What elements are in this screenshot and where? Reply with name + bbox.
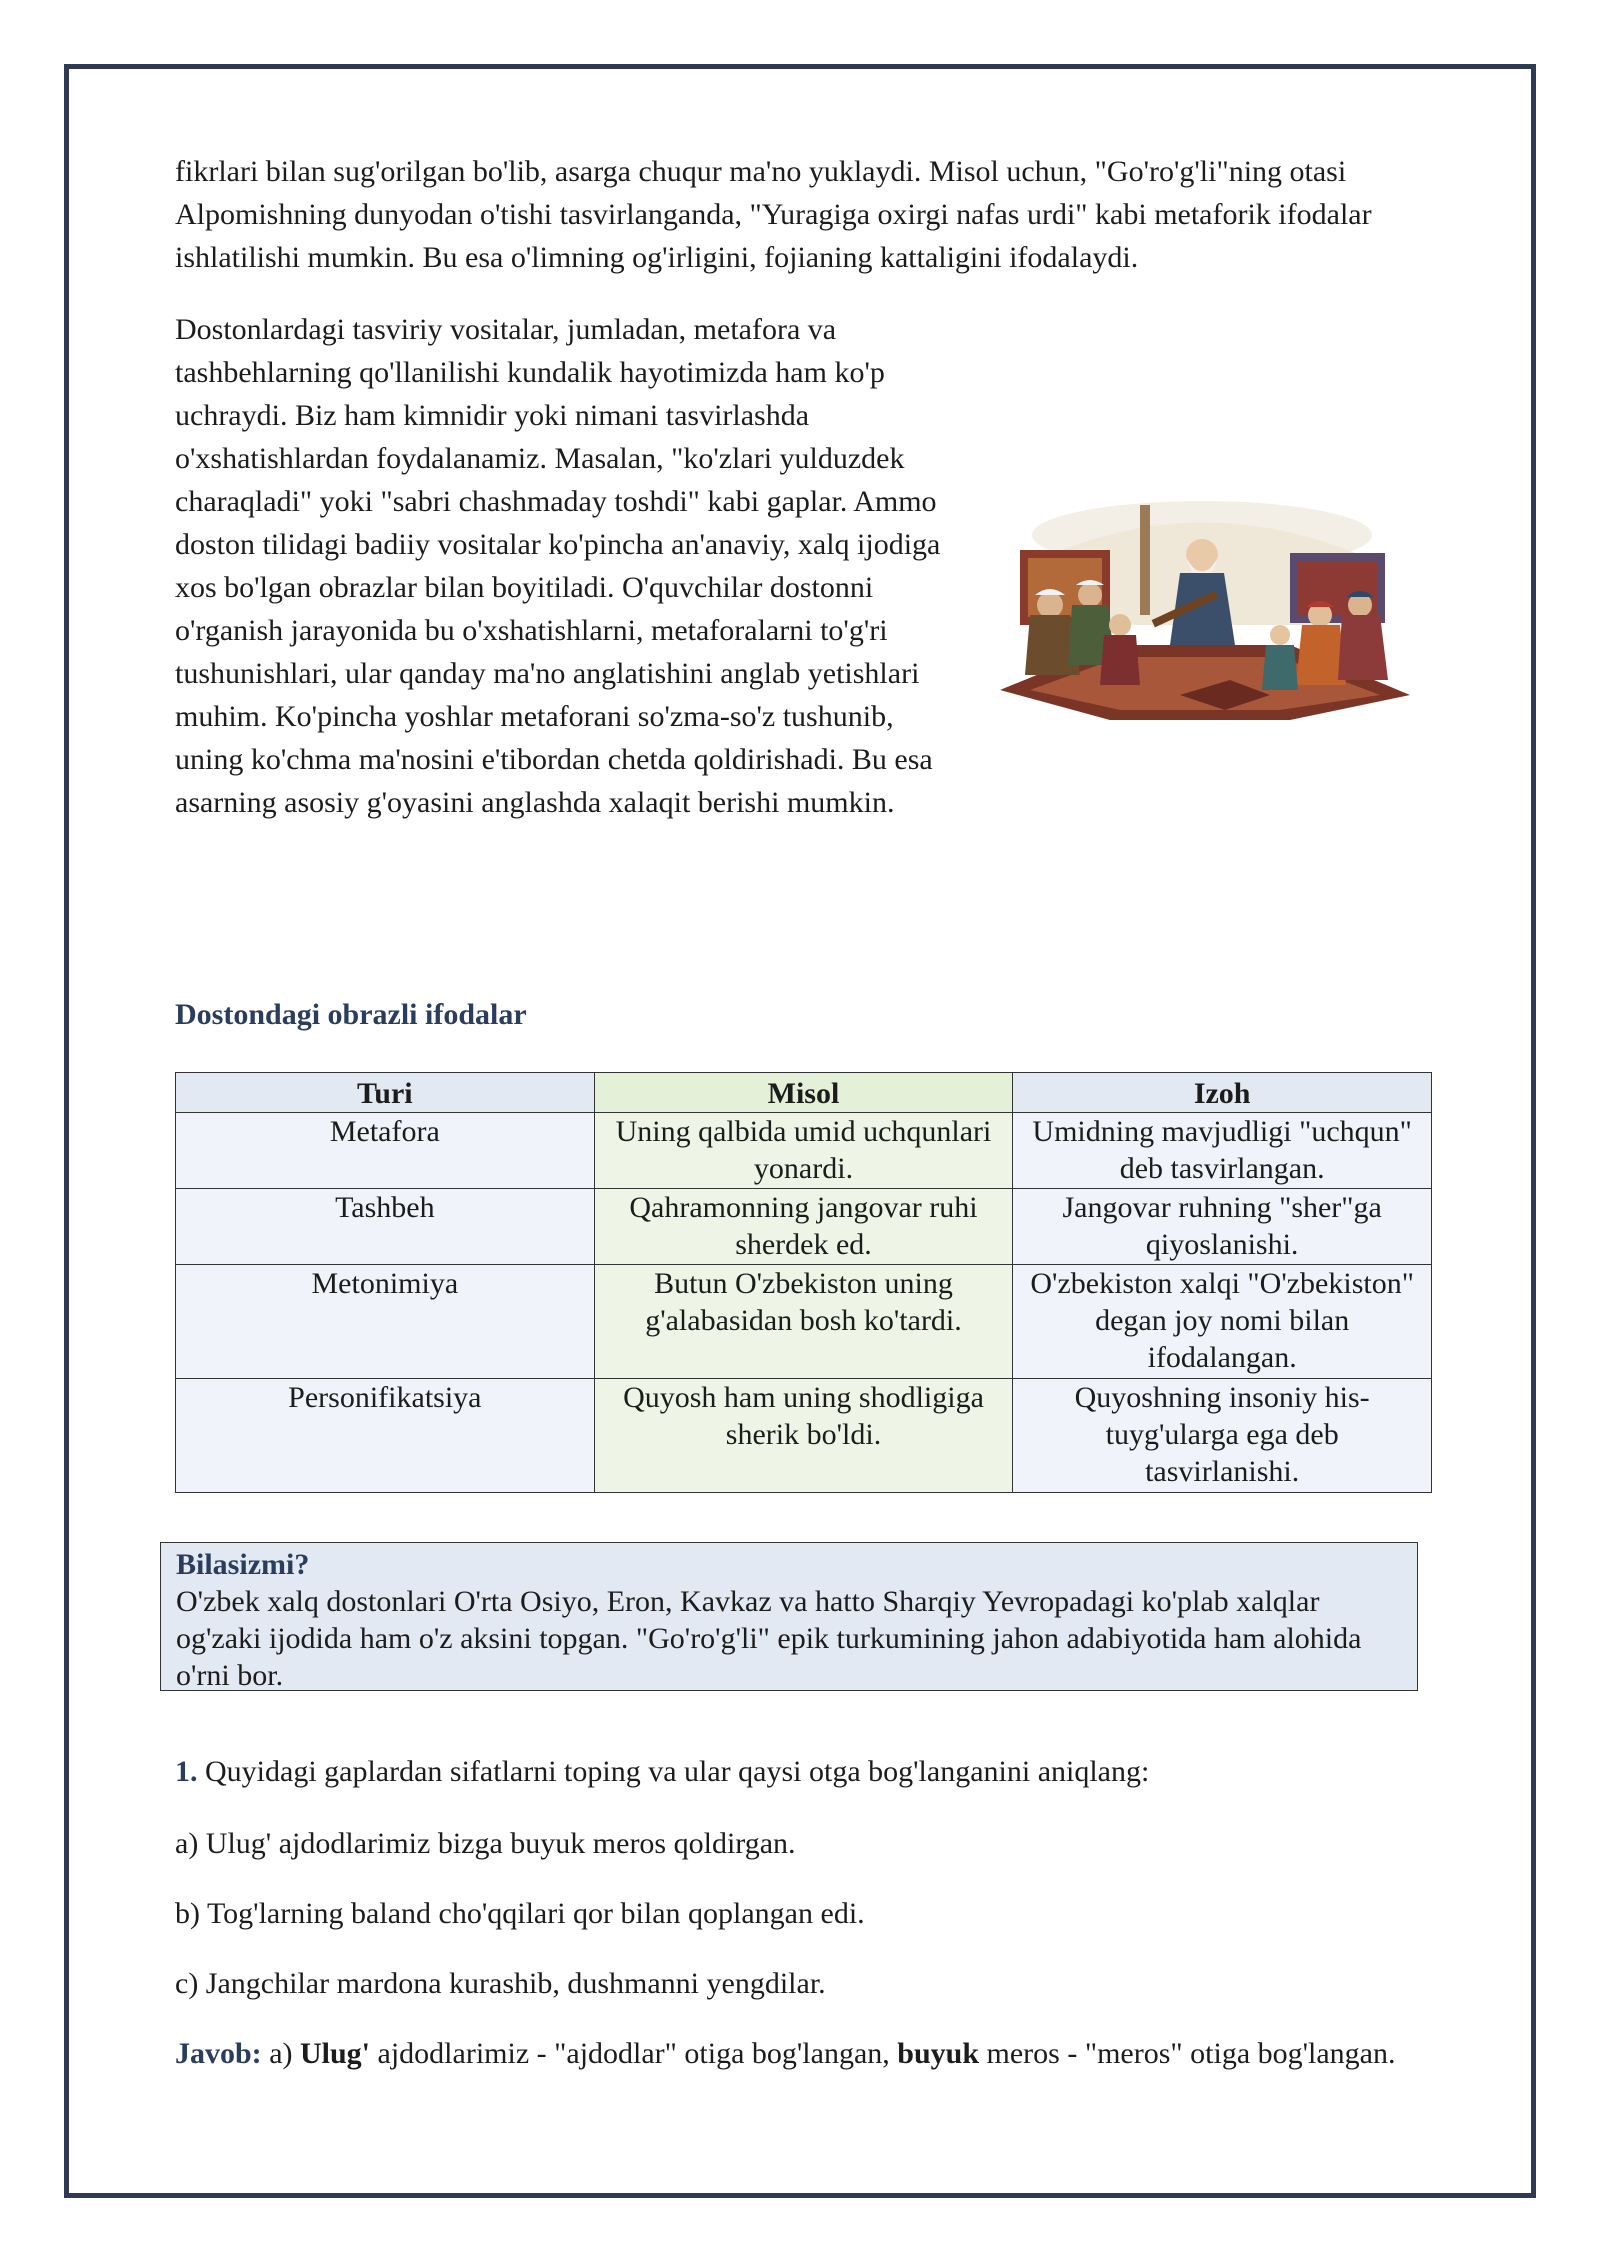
answer-text-1: ajdodlarimiz - "ajdodlar" otiga bog'langan, [377, 2037, 890, 2070]
section-heading: Dostondagi obrazli ifodalar [175, 998, 527, 1031]
table-cell: Jangovar ruhning "sher"ga qiyoslanishi. [1013, 1189, 1432, 1265]
table-cell: Metonimiya [176, 1265, 595, 1379]
table-row [176, 1265, 1432, 1379]
answer-prefix: a) [269, 2037, 293, 2070]
answer-text-2: meros - "meros" otiga bog'langan. [986, 2037, 1396, 2070]
table-row [176, 1379, 1432, 1493]
column-header-explanation: Izoh [1013, 1073, 1432, 1113]
table-cell: Butun O'zbekiston uning g'alabasidan bosh ko'tardi. [594, 1265, 1013, 1379]
exercise-item-b: b) Tog'larning baland cho'qqilari qor bilan qoplangan edi. [175, 1897, 865, 1930]
table-cell: Metafora [176, 1113, 595, 1189]
paragraph-figurative-means: Dostonlardagi tasviriy vositalar, jumladan, metafora va tashbehlarning qo'llanilishi kundalik hayotimizda ham ko'p uchraydi. Biz ham kimnidir yoki nimani tasvirlashda o'xshatishlardan foydalanamiz. Masalan, "ko'zlari yulduzdek charaqladi" yoki "sabri chashmaday toshdi" kabi gaplar. Ammo doston tilidagi badiiy vositalar ko'pincha an'anaviy, xalq ijodiga xos bo'lgan obrazlar bilan boyitiladi. O'quvchilar dostonni o'rganish jarayonida bu o'xshatishlarni, metaforalarni to'g'ri tushunishlari, ular qanday ma'no anglatishini anglab yetishlari muhim. Ko'pincha yoshlar metaforani so'zma-so'z tushunib, uning ko'chma ma'nosini e'tibordan chetda qoldirishadi. Bu esa asarning asosiy g'oyasini anglashda xalaqit berishi mumkin. [175, 313, 941, 819]
table-header-row [176, 1073, 1432, 1113]
table-cell: O'zbekiston xalqi "O'zbekiston" degan joy nomi bilan ifodalangan. [1013, 1265, 1432, 1379]
storyteller-yurt-illustration [990, 495, 1415, 725]
table-row [176, 1189, 1432, 1265]
paragraph-intro: fikrlari bilan sug'orilgan bo'lib, asarga chuqur ma'no yuklaydi. Misol uchun, "Go'ro'g'li"ning otasi Alpomishning dunyodan o'tishi tasvirlanganda, "Yuragiga oxirgi nafas urdi" kabi metaforik ifodalar ishlatilishi mumkin. Bu esa o'limning og'irligini, fojianing kattaligini ifodalaydi. [175, 155, 1372, 274]
answer-label: Javob: [175, 2037, 262, 2070]
did-you-know-box [160, 1542, 1418, 1691]
exercise-answer [175, 2032, 1435, 2075]
table-cell: Umidning mavjudligi "uchqun" deb tasvirlangan. [1013, 1113, 1432, 1189]
exercise-item-c: c) Jangchilar mardona kurashib, dushmanni yengdilar. [175, 1967, 826, 2000]
table-cell: Personifikatsiya [176, 1379, 595, 1493]
table-cell: Quyoshning insoniy his-tuyg'ularga ega deb tasvirlanishi. [1013, 1379, 1432, 1493]
exercise-question [175, 1750, 1435, 1793]
column-header-example: Misol [594, 1073, 1013, 1113]
table-cell: Uning qalbida umid uchqunlari yonardi. [594, 1113, 1013, 1189]
did-you-know-text: O'zbek xalq dostonlari O'rta Osiyo, Eron, Kavkaz va hatto Sharqiy Yevropadagi ko'plab xalqlar og'zaki ijodida ham o'z aksini topgan. "Go'ro'g'li" epik turkumining jahon adabiyotida ham alohida o'rni bor. [176, 1585, 1362, 1692]
table-cell: Quyosh ham uning shodligiga sherik bo'ldi. [594, 1379, 1013, 1493]
answer-adjective-2: buyuk [897, 2037, 980, 2070]
table-cell: Tashbeh [176, 1189, 595, 1265]
table-row [176, 1113, 1432, 1189]
exercise-number: 1. [175, 1755, 198, 1788]
column-header-type: Turi [176, 1073, 595, 1113]
exercise-question-text: Quyidagi gaplardan sifatlarni toping va ular qaysi otga bog'langanini aniqlang: [205, 1755, 1150, 1788]
did-you-know-title: Bilasizmi? [176, 1548, 310, 1581]
answer-adjective-1: Ulug' [300, 2037, 371, 2070]
exercise-item-a: a) Ulug' ajdodlarimiz bizga buyuk meros qoldirgan. [175, 1827, 796, 1860]
table-cell: Qahramonning jangovar ruhi sherdek ed. [594, 1189, 1013, 1265]
figurative-expressions-table [175, 1072, 1432, 1493]
